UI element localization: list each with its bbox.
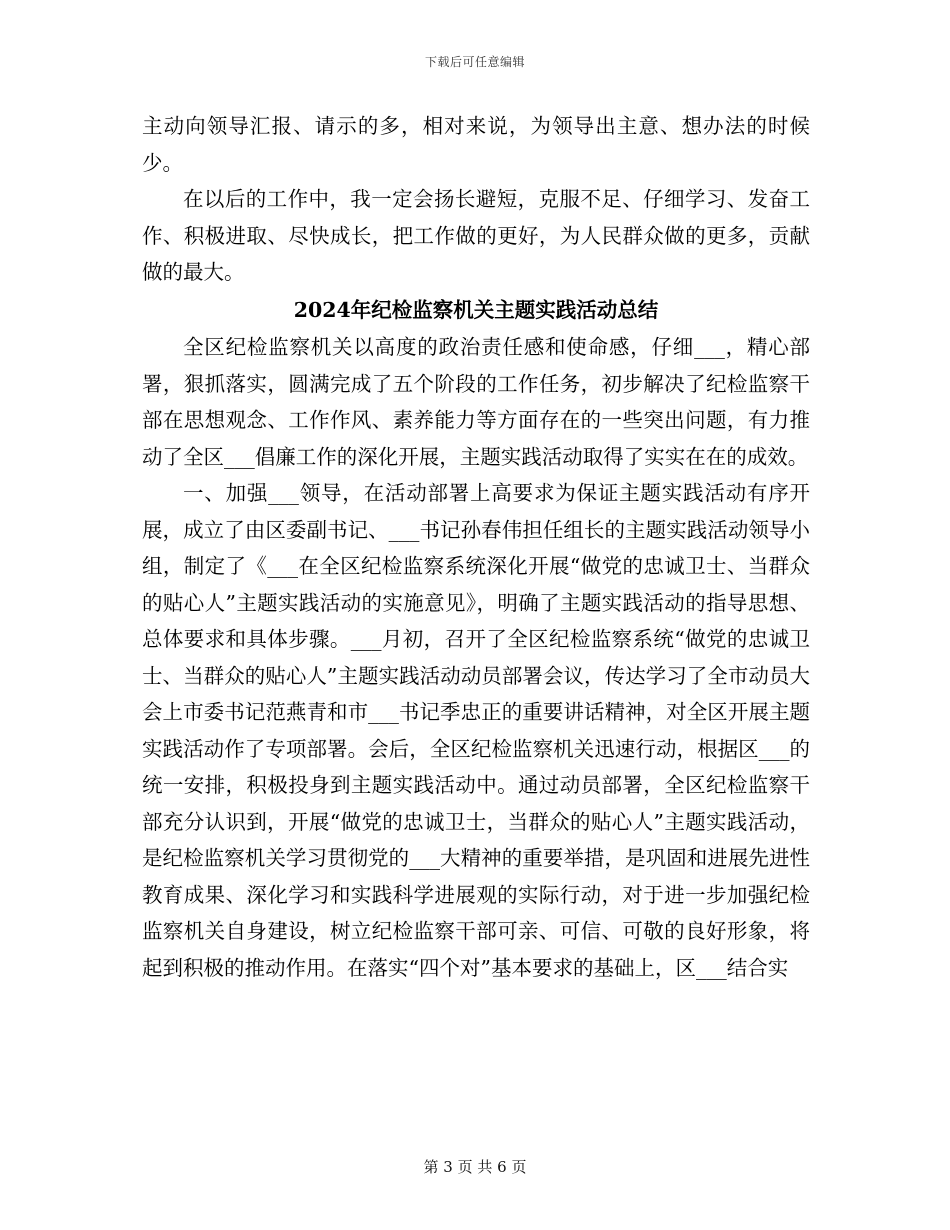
paragraph-intro: 全区纪检监察机关以高度的政治责任感和使命感，仔细___，精心部署，狠抓落实，圆满完成了五个阶段的工作任务，初步解决了纪检监察干部在思想观念、工作作风、素养能力等方面存在的一些突出问题，有力推动了全区___倡廉工作的深化开展，主题实践活动取得了实实在在的成效。 [142, 335, 810, 469]
page-header: 下载后可任意编辑 [424, 55, 525, 69]
paragraph-continued: 主动向领导汇报、请示的多，相对来说，为领导出主意、想办法的时候少。 [142, 114, 810, 175]
page-footer: 第 3 页 共 6 页 [423, 1158, 527, 1176]
paragraph-section-one: 一、加强___领导，在活动部署上高要求为保证主题实践活动有序开展，成立了由区委副书记、___书记孙春伟担任组长的主题实践活动领导小组，制定了《___在全区纪检监察系统深化开展“做党的忠诚卫士、当群众的贴心人”主题实践活动的实施意见》，明确了主题实践活动的指导思想、总体要求和具体步骤。___月初，召开了全区纪检监察系统“做党的忠诚卫士、当群众的贴心人”主题实践活动动员部署会议，传达学习了全市动员大会上市委书记范燕青和市___书记季忠正的重要讲话精神，对全区开展主题实践活动作了专项部署。会后，全区纪检监察机关迅速行动，根据区___的统一安排，积极投身到主题实践活动中。通过动员部署，全区纪检监察干部充分认识到，开展“做党的忠诚卫士，当群众的贴心人”主题实践活动，是纪检监察机关学习贯彻党的___大精神的重要举措，是巩固和进展先进性教育成果、深化学习和实践科学进展观的实际行动，对于进一步加强纪检监察机关自身建设，树立纪检监察干部可亲、可信、可敬的良好形象，将起到积极的推动作用。在落实“四个对”基本要求的基础上，区___结合实 [142, 481, 810, 980]
paragraph-future-work: 在以后的工作中，我一定会扬长避短，克服不足、仔细学习、发奋工作、积极进取、尽快成长，把工作做的更好，为人民群众做的更多，贡献做的最大。 [142, 187, 810, 284]
section-title: 2024年纪检监察机关主题实践活动总结 [293, 297, 659, 322]
document-body [142, 108, 810, 986]
